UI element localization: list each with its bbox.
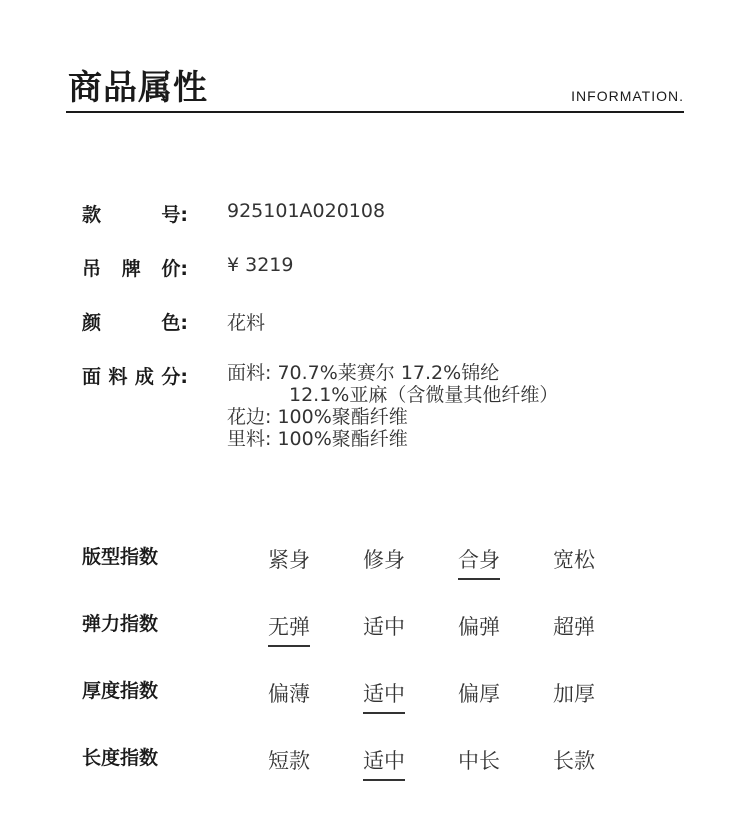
index-option: 短款 — [268, 749, 310, 773]
index-label: 版型指数 — [82, 546, 159, 568]
attr-label-tag-price — [82, 254, 188, 281]
label-char: 牌 — [121, 258, 141, 280]
label-char: 分: — [161, 366, 188, 388]
index-option: 适中 — [363, 615, 405, 639]
composition-line: 12.1%亚麻（含微量其他纤维） — [289, 384, 559, 406]
index-option: 紧身 — [268, 548, 310, 572]
label-char: 料 — [108, 366, 128, 388]
attr-label-fabric — [82, 362, 188, 389]
label-char: 成 — [134, 366, 154, 388]
index-row-length — [82, 743, 682, 783]
index-label: 弹力指数 — [82, 613, 159, 635]
index-option-selected: 适中 — [349, 745, 419, 781]
fabric-composition — [227, 362, 558, 450]
attr-label-style-no — [82, 200, 188, 227]
index-option: 偏薄 — [268, 682, 310, 706]
attr-label-color — [82, 308, 188, 335]
index-option: 宽松 — [553, 548, 595, 572]
index-option: 超弹 — [553, 615, 595, 639]
attr-value-color: 花料 — [227, 312, 266, 334]
index-option: 中长 — [458, 749, 500, 773]
index-option-selected: 无弹 — [254, 611, 324, 647]
composition-line: 里料: 100%聚酯纤维 — [227, 428, 408, 450]
label-char: 款 — [82, 204, 102, 226]
composition-line: 面料: 70.7%莱赛尔 17.2%锦纶 — [227, 362, 500, 384]
index-option: 修身 — [363, 548, 405, 572]
index-row-thickness — [82, 676, 682, 716]
label-char: 价: — [161, 258, 188, 280]
index-option-selected: 适中 — [349, 678, 419, 714]
index-label: 厚度指数 — [82, 680, 159, 702]
index-option: 偏厚 — [458, 682, 500, 706]
label-char: 号: — [161, 204, 188, 226]
index-row-fit — [82, 542, 682, 582]
page-subtitle: INFORMATION. — [571, 88, 684, 104]
page-title: 商品属性 — [68, 68, 208, 108]
attr-value-style-no: 925101A020108 — [227, 200, 386, 222]
index-option: 偏弹 — [458, 615, 500, 639]
index-label: 长度指数 — [82, 747, 159, 769]
index-row-stretch — [82, 609, 682, 649]
composition-line: 花边: 100%聚酯纤维 — [227, 406, 408, 428]
label-char: 面 — [82, 366, 102, 388]
label-char: 吊 — [82, 258, 102, 280]
title-divider — [66, 111, 684, 113]
index-option: 长款 — [553, 749, 595, 773]
index-option-selected: 合身 — [444, 544, 514, 580]
attr-value-tag-price: ¥ 3219 — [227, 254, 294, 276]
label-char: 颜 — [82, 312, 102, 334]
index-option: 加厚 — [553, 682, 595, 706]
label-char: 色: — [161, 312, 188, 334]
